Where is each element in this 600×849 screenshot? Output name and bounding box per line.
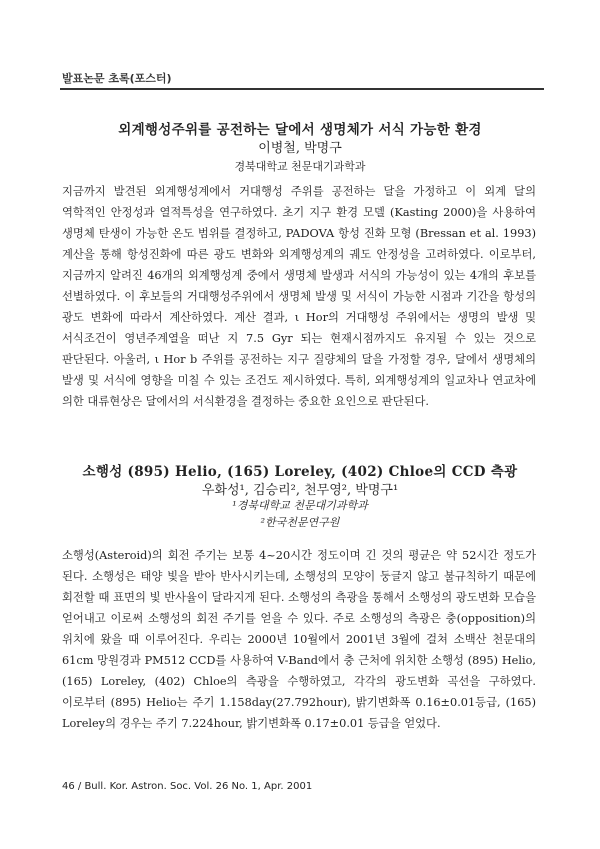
header-divider <box>60 88 544 90</box>
paper2-abstract: 소행성(Asteroid)의 회전 주기는 보통 4~20시간 정도이며 긴 것의 평균은 약 52시간 정도가 된다. 소행성은 태양 빛을 받아 반사시키는데, 소행성의 모양이 둥글지 않고 불규칙하기 때문에 회전할 때 표면의 빛 반사율이 달라지게 된다. 소행성의 측광을 통해서 소행성의 광도변화 모습을 얻어내고 이로써 소행성의 회전 주기를 얻을 수 있다. 주로 소행성의 측광은 충(opposition)의 위치에 왔을 때 이루어진다. 우리는 2000년 10월에서 2001년 3월에 걸쳐 소백산 천문대의 61cm 망원경과 PM512 CCD를 사용하여 V-Band에서 충 근처에 위치한 소행성 (895) Helio, (165) Loreley, (402) Chloe의 측광을 수행하였고, 각각의 광도변화 곡선을 구하였다. 이로부터 (895) Helio는 주기 1.158day(27.792hour), 밝기변화폭 0.16±0.01등급, (165) Loreley의 경우는 주기 7.224hour, 밝기변화폭 0.17±0.01 등급을 얻었다. <box>62 549 536 730</box>
footer-citation: 46 / Bull. Kor. Astron. Soc. Vol. 26 No. 1, Apr. 2001 <box>62 781 313 792</box>
paper1-authors: 이병철, 박명구 <box>258 141 342 156</box>
paper2-affiliation-1: ¹경북대학교 천문대기과학과 <box>232 499 368 512</box>
paper2-affiliation-2: ²한국천문연구원 <box>260 516 340 529</box>
paper2-authors: 우화성¹, 김승리², 천무영², 박명구¹ <box>201 483 399 498</box>
paper1-abstract: 지금까지 발견된 외계행성계에서 거대행성 주위를 공전하는 달을 가정하고 이 외계 달의 역학적인 안정성과 열적특성을 연구하였다. 초기 지구 환경 모델 (Kasting 2000)을 사용하여 생명체 탄생이 가능한 온도 범위를 결정하고, PADOVA 항성 진화 모형 (Bressan et al. 1993) 계산을 통해 항성진화에 따른 광도 변화와 외계행성계의 궤도 안정성을 고려하였다. 이로부터, 지금까지 알려진 46개의 외계행성계 중에서 생명체 발생과 서식의 가능성이 있는 4개의 후보를 선별하였다. 이 후보들의 거대행성주위에서 생명체 발생 및 서식이 가능한 시점과 기간을 항성의 광도 변화에 따라서 계산하였다. 계산 결과, ι Hor의 거대행성 주위에서는 생명의 발생 및 서식조건이 영년주계열을 떠난 지 7.5 Gyr 되는 현재시점까지도 유지될 수 있는 것으로 판단된다. 아울러, ι Hor b 주위를 공전하는 지구 질량체의 달을 가정할 경우, 달에서 생명체의 발생 및 서식에 영향을 미칠 수 있는 조건도 제시하였다. 특히, 외계행성계의 일교차나 연교차에 의한 대류현상은 달에서의 서식환경을 결정하는 중요한 요인으로 판단된다. <box>62 185 536 408</box>
paper1-title: 외계행성주위를 공전하는 달에서 생명체가 서식 가능한 환경 <box>118 122 482 138</box>
paper2-title: 소행성 (895) Helio, (165) Loreley, (402) Chloe의 CCD 측광 <box>82 464 518 480</box>
paper1-affiliation: 경북대학교 천문대기과학과 <box>234 160 366 173</box>
section-header: 발표논문 초록(포스터) <box>62 72 172 85</box>
